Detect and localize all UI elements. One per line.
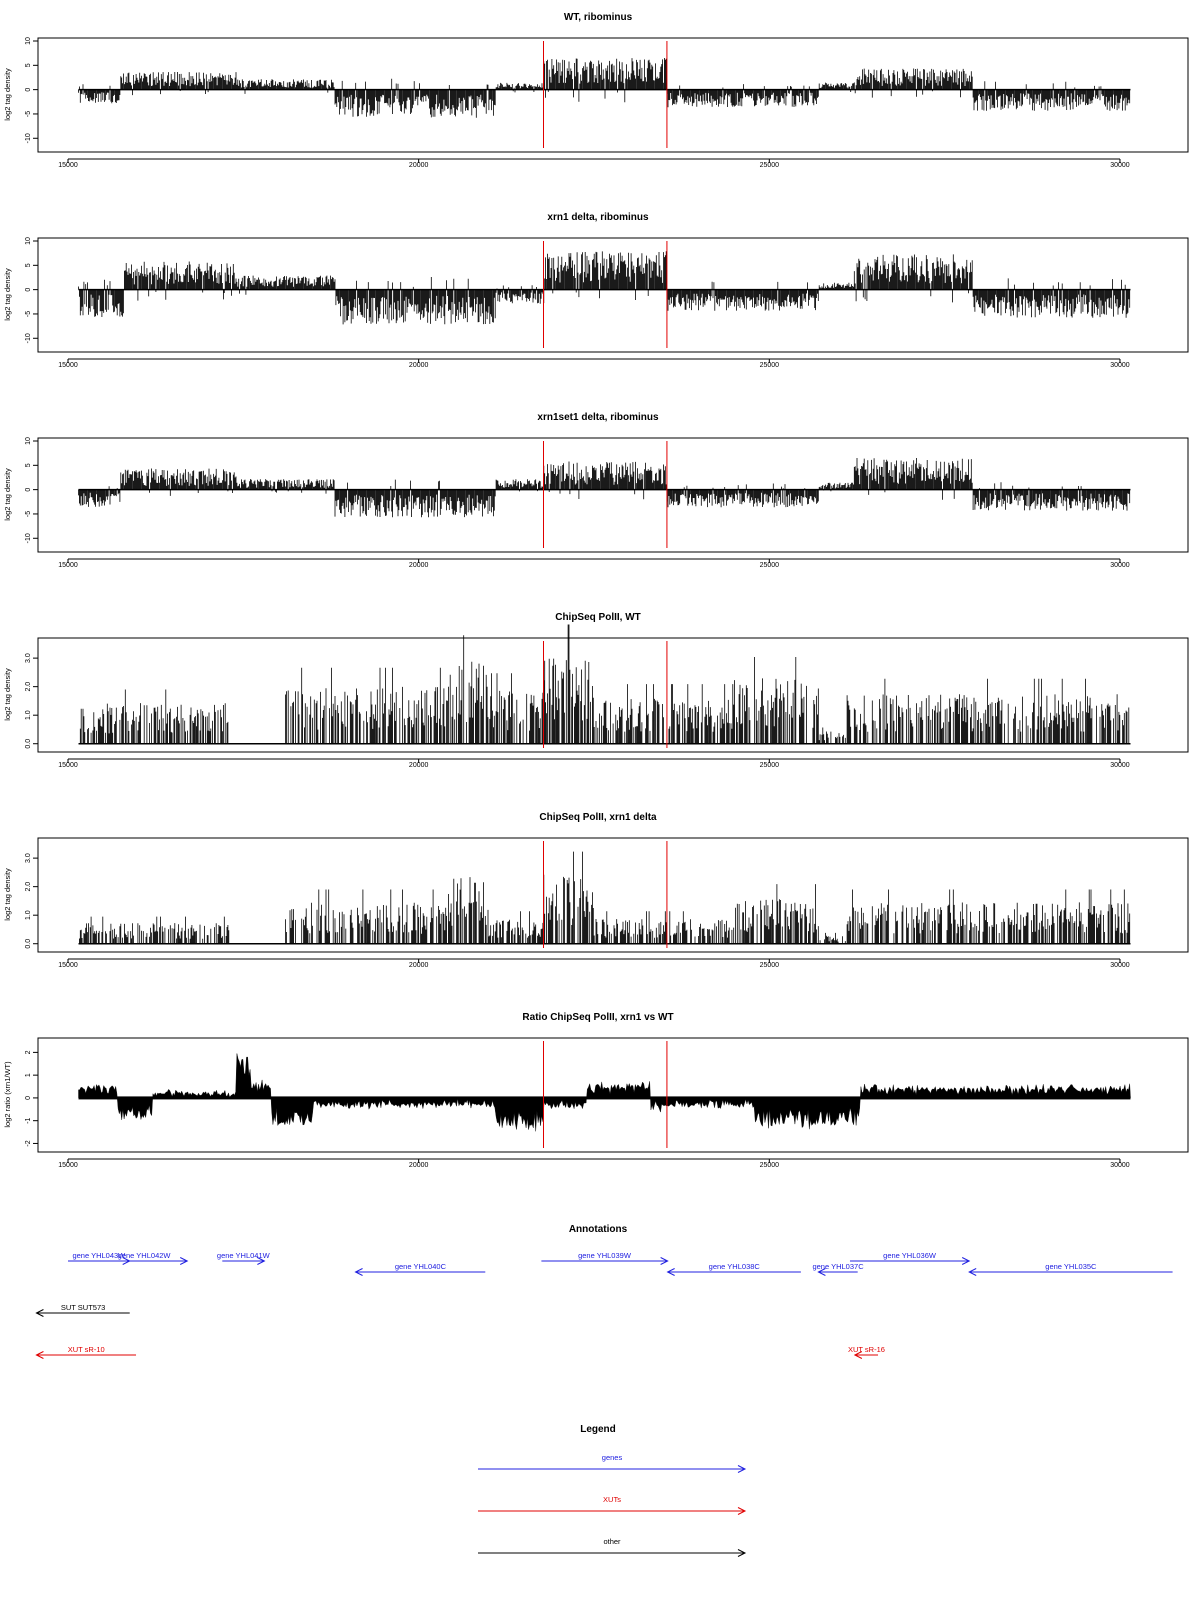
y-tick-label: 5: [25, 263, 32, 268]
annotation-feature: [36, 1345, 136, 1359]
track-panel: [3, 1012, 1188, 1169]
y-tick-label: 0: [25, 287, 32, 292]
y-tick-label: 1.0: [25, 910, 32, 921]
x-tick-label: 30000: [1110, 562, 1130, 569]
annotations-panel: [36, 1224, 1172, 1359]
y-tick-label: 1.0: [25, 710, 32, 721]
x-tick-label: 20000: [408, 1162, 429, 1169]
y-tick-label: -5: [25, 110, 32, 118]
annotation-feature: [356, 1262, 486, 1276]
feature-label: gene YHL037C: [812, 1262, 864, 1271]
y-tick-label: -10: [25, 133, 32, 144]
annotation-feature: [668, 1262, 801, 1276]
annotation-feature: [217, 1251, 271, 1265]
feature-label: gene YHL040C: [394, 1262, 446, 1271]
track-panels: [3, 12, 1188, 1169]
ratio-area: [79, 1054, 1131, 1132]
signal-bars: [79, 58, 1131, 118]
feature-label: SUT SUT573: [60, 1303, 106, 1312]
signal-bar-path: [79, 58, 1130, 118]
track-panel: [3, 12, 1188, 169]
track-panel: [3, 212, 1188, 369]
x-tick-label: 15000: [58, 162, 78, 169]
legend-label: genes: [601, 1453, 623, 1462]
x-tick-label: 15000: [58, 762, 78, 769]
legend-label: other: [603, 1537, 621, 1546]
y-tick-label: 3.0: [25, 653, 32, 663]
x-tick-label: 15000: [58, 562, 78, 569]
y-tick-label: 10: [25, 37, 32, 45]
x-tick-label: 25000: [759, 562, 780, 569]
y-tick-label: -1: [25, 1117, 32, 1124]
x-tick-label: 30000: [1110, 162, 1130, 169]
y-tick-label: 0: [25, 1095, 32, 1100]
x-tick-label: 25000: [759, 762, 780, 769]
annotation-feature: [812, 1262, 864, 1276]
annotation-feature: [850, 1251, 969, 1265]
y-tick-label: 0: [25, 87, 32, 92]
y-tick-label: 0: [25, 487, 32, 492]
y-tick-label: -10: [25, 533, 32, 544]
y-tick-label: 10: [25, 437, 32, 445]
x-tick-label: 15000: [58, 362, 78, 369]
legend-entry: [478, 1495, 745, 1515]
x-tick-label: 15000: [58, 962, 78, 969]
legend-panel: [478, 1424, 745, 1557]
y-tick-label: 2.0: [25, 881, 32, 892]
y-tick-label: -5: [25, 510, 32, 518]
legend-entries: [478, 1453, 745, 1557]
y-axis-label: log2 tag density: [3, 468, 12, 521]
annotation-features: [36, 1251, 1172, 1359]
feature-label: gene YHL042W: [117, 1251, 171, 1260]
panel-title: xrn1 delta, ribominus: [547, 212, 649, 223]
feature-label: gene YHL035C: [1045, 1262, 1097, 1271]
y-tick-label: 0.0: [25, 938, 32, 949]
x-tick-label: 25000: [759, 162, 780, 169]
panel-title: Ratio ChipSeq PolII, xrn1 vs WT: [522, 1012, 674, 1023]
track-panel: [3, 812, 1188, 969]
y-axis-label: log2 tag density: [3, 68, 12, 121]
feature-label: gene YHL036W: [883, 1251, 936, 1260]
signal-bar-path: [79, 251, 1130, 324]
feature-label: gene YHL041W: [216, 1251, 270, 1260]
y-tick-label: 0.0: [25, 738, 32, 749]
legend-entry: [478, 1537, 745, 1557]
signal-bars: [79, 458, 1131, 517]
panel-title: ChipSeq PolII, WT: [555, 612, 641, 623]
y-tick-label: -5: [25, 310, 32, 318]
feature-label: gene YHL039W: [578, 1251, 631, 1260]
panel-title: WT, ribominus: [563, 12, 633, 23]
x-tick-label: 20000: [408, 762, 429, 769]
signal-bar-path: [79, 458, 1130, 517]
x-tick-label: 20000: [408, 962, 429, 969]
legend-entry: [478, 1453, 745, 1473]
track-panel: [3, 612, 1188, 769]
x-tick-label: 25000: [759, 962, 780, 969]
feature-label: XUT sR-10: [67, 1345, 105, 1354]
x-tick-label: 20000: [408, 162, 429, 169]
y-tick-label: -2: [25, 1140, 32, 1147]
x-tick-label: 15000: [58, 1162, 78, 1169]
y-tick-label: 5: [25, 63, 32, 68]
annotations-title: Annotations: [568, 1224, 628, 1235]
feature-label: gene YHL038C: [708, 1262, 760, 1271]
legend-label: XUTs: [603, 1495, 621, 1504]
feature-label: XUT sR-16: [847, 1345, 885, 1354]
y-tick-label: 2.0: [25, 681, 32, 692]
x-tick-label: 25000: [759, 362, 780, 369]
x-tick-label: 30000: [1110, 362, 1130, 369]
y-axis-label: log2 tag density: [3, 868, 12, 921]
signal-bars: [79, 852, 1131, 944]
y-tick-label: 1: [25, 1073, 32, 1078]
signal-bars: [79, 625, 1131, 744]
signal-bar-path: [80, 625, 1129, 744]
panel-title: xrn1set1 delta, ribominus: [537, 412, 659, 423]
annotation-feature: [36, 1303, 129, 1317]
track-panel: [3, 412, 1188, 569]
x-tick-label: 30000: [1110, 1162, 1130, 1169]
legend-title: Legend: [580, 1424, 616, 1435]
annotation-feature: [541, 1251, 667, 1265]
y-axis-label: log2 tag density: [3, 268, 12, 321]
y-tick-label: 2: [25, 1050, 32, 1055]
signal-bar-path: [79, 852, 1129, 944]
signal-bars: [79, 251, 1131, 324]
x-tick-label: 30000: [1110, 762, 1130, 769]
y-axis-label: log2 tag density: [3, 668, 12, 721]
annotation-feature: [969, 1262, 1172, 1276]
baseline-band: [79, 1096, 1131, 1099]
x-tick-label: 30000: [1110, 962, 1130, 969]
y-axis-label: log2 ratio (xrn1/WT): [3, 1061, 12, 1128]
y-tick-label: 3.0: [25, 853, 32, 863]
x-tick-label: 20000: [408, 362, 429, 369]
y-tick-label: -10: [25, 333, 32, 344]
y-tick-label: 10: [25, 237, 32, 245]
panel-title: ChipSeq PolII, xrn1 delta: [539, 812, 657, 823]
y-tick-label: 5: [25, 463, 32, 468]
signal-bars: [79, 1054, 1131, 1132]
x-tick-label: 20000: [408, 562, 429, 569]
feature-label: gene YHL043W: [72, 1251, 126, 1260]
x-tick-label: 25000: [759, 1162, 780, 1169]
annotation-feature: [848, 1345, 885, 1359]
